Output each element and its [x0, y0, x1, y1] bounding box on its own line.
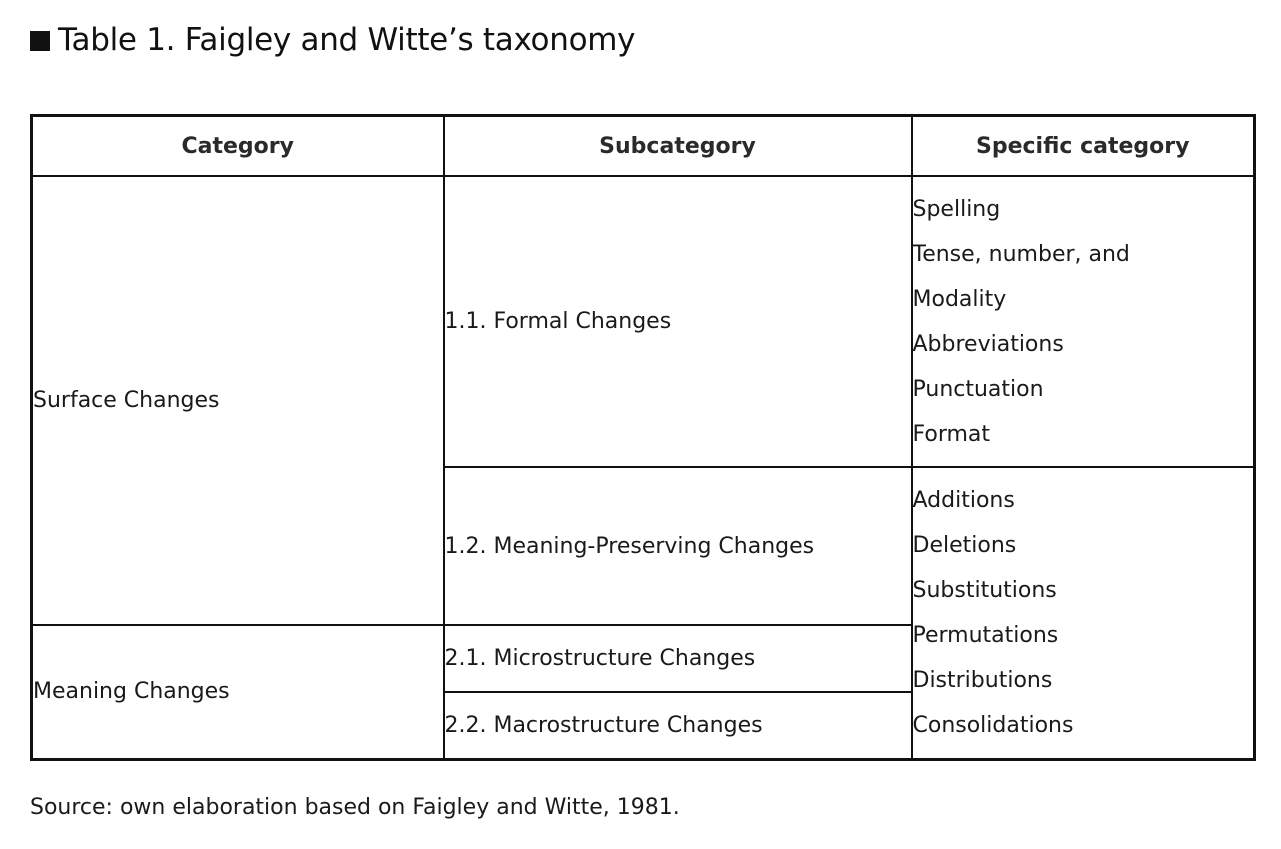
specific-formal-cell: [912, 176, 1255, 467]
subcategory-microstructure-changes: 2.1. Microstructure Changes: [444, 625, 912, 692]
specific-formal-list: [913, 187, 1254, 457]
table-row: [32, 176, 1255, 467]
specific-item: Spelling: [912, 196, 1001, 222]
subcategory-macrostructure-changes: 2.2. Macrostructure Changes: [444, 692, 912, 759]
specific-item: Distributions: [912, 667, 1053, 693]
specific-item: Abbreviations: [912, 331, 1064, 357]
category-surface-changes: Surface Changes: [32, 176, 444, 625]
specific-item: Modality: [912, 286, 1007, 312]
specific-item: Additions: [912, 487, 1015, 513]
specific-item: Deletions: [912, 532, 1017, 558]
specific-item: Punctuation: [912, 376, 1044, 402]
header-category: Category: [32, 116, 444, 177]
category-meaning-changes: Meaning Changes: [32, 625, 444, 759]
table-header-row: [32, 116, 1255, 177]
specific-item: Substitutions: [912, 577, 1057, 603]
header-specific-category: Specific category: [912, 116, 1255, 177]
specific-operations-list: [913, 478, 1254, 748]
header-subcategory: Subcategory: [444, 116, 912, 177]
table-title: [30, 18, 635, 62]
specific-item: Permutations: [912, 622, 1059, 648]
square-bullet-icon: [30, 31, 50, 51]
specific-operations-cell: [912, 467, 1255, 759]
subcategory-formal-changes: 1.1. Formal Changes: [444, 176, 912, 467]
specific-item: Consolidations: [912, 712, 1074, 738]
subcategory-meaning-preserving-changes: 1.2. Meaning-Preserving Changes: [444, 467, 912, 625]
specific-item: Format: [912, 421, 991, 447]
specific-item: Tense, number, and: [912, 241, 1130, 267]
source-note: Source: own elaboration based on Faigley and Witte, 1981.: [30, 795, 680, 820]
taxonomy-table: [30, 114, 1256, 761]
table-title-text: Table 1. Faigley and Witte’s taxonomy: [58, 22, 636, 58]
